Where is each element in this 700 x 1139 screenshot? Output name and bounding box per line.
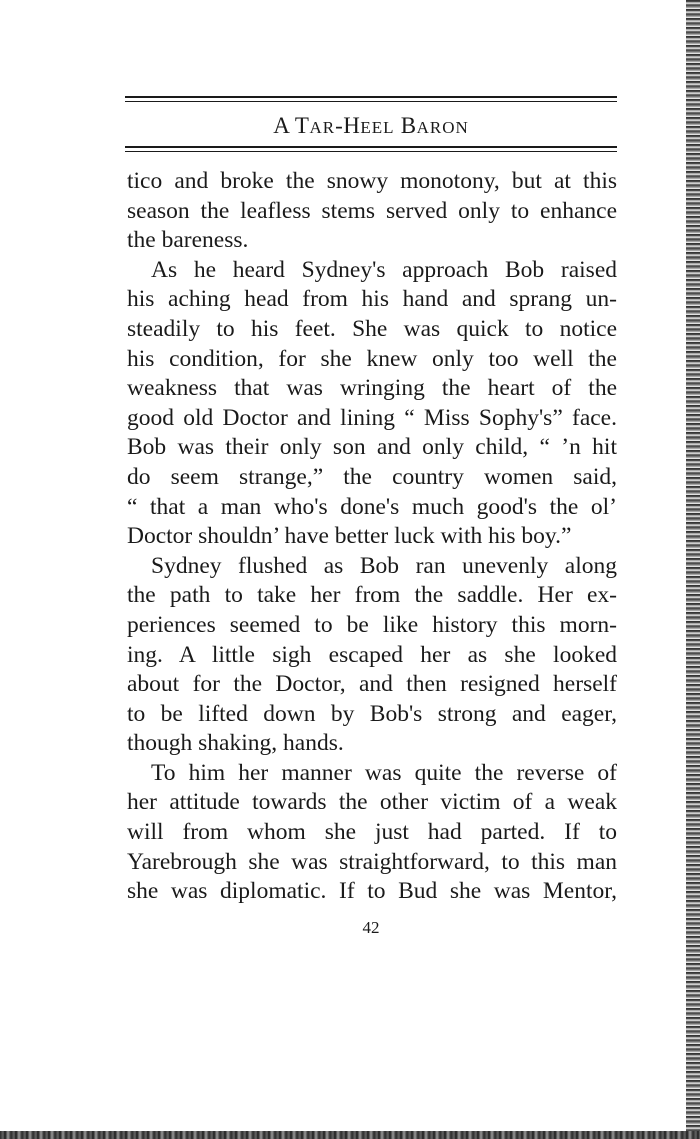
text-line: Doctor shouldn’ have better luck with his boy.” [127, 523, 572, 550]
text-line: Sydney flushed as Bob ran unevenly along [151, 552, 617, 579]
text-line: the bareness. [127, 227, 249, 254]
text-line: will from whom she just had parted. If to [127, 819, 617, 846]
text-line: to be lifted down by Bob's strong and eager, [127, 700, 617, 727]
text-line: though shaking, hands. [127, 730, 344, 757]
running-head-ar: AR [309, 118, 336, 137]
text-line: do seem strange,” the country women said, [127, 463, 617, 490]
text-line: his condition, for she knew only too well the [127, 345, 617, 372]
text-line: she was diplomatic. If to Bud she was Mentor, [127, 878, 617, 905]
running-head-h: -H [335, 113, 361, 138]
text-line: ing. A little sigh escaped her as she looked [127, 641, 617, 668]
text-line: periences seemed to be like history this morn- [127, 611, 617, 638]
header-rule-top [125, 96, 617, 102]
text-line: good old Doctor and lining “ Miss Sophy's” face. [127, 404, 617, 431]
text-line: season the leafless stems served only to enhance [127, 197, 617, 224]
running-head [125, 111, 617, 143]
page-edge-bottom [0, 1131, 700, 1139]
running-head-article: A [273, 113, 295, 138]
text-line: weakness that was wringing the heart of the [127, 375, 617, 402]
running-head-eel: EEL [360, 118, 395, 137]
page-number: 42 [362, 918, 380, 937]
text-line: Bob was their only son and only child, “ ’n hit [127, 434, 617, 461]
running-head-aron: ARON [416, 118, 469, 137]
running-head-b: B [394, 113, 417, 138]
text-line: the path to take her from the saddle. Her ex- [127, 582, 617, 609]
text-line: “ that a man who's done's much good's the ol’ [127, 493, 617, 520]
page-edge-right [686, 0, 700, 1139]
text-line: steadily to his feet. She was quick to notice [127, 315, 617, 342]
running-head-t: T [294, 113, 310, 138]
header-rule-bottom [125, 146, 617, 152]
text-line: As he heard Sydney's approach Bob raised [151, 256, 617, 283]
body-text [127, 167, 617, 907]
text-line: Yarebrough she was straightforward, to this man [127, 848, 617, 875]
text-line: his aching head from his hand and sprang un- [127, 286, 617, 313]
text-line: tico and broke the snowy monotony, but at this [127, 168, 617, 194]
text-line: about for the Doctor, and then resigned herself [127, 671, 617, 698]
text-line: her attitude towards the other victim of a weak [127, 789, 617, 816]
text-line: To him her manner was quite the reverse of [151, 759, 617, 786]
